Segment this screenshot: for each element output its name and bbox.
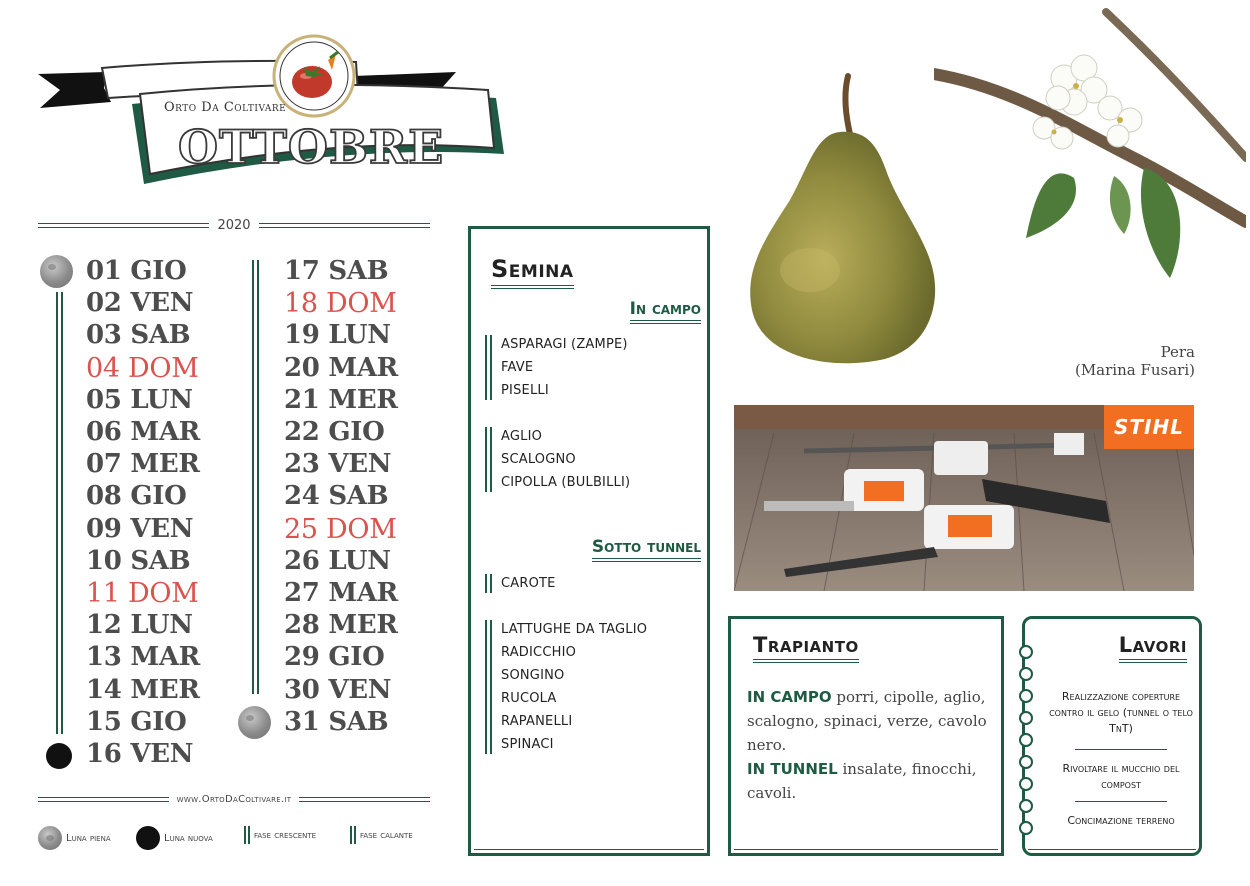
calendar-day: 24 SAB	[284, 481, 389, 512]
calendar-day: 23 VEN	[284, 449, 392, 480]
lavori-item: Concimazione terreno	[1067, 814, 1175, 827]
divider	[299, 797, 430, 802]
year-rule	[38, 218, 430, 233]
calendar-day-sunday: 11 DOM	[86, 578, 199, 609]
crop-group	[485, 425, 630, 494]
ring-icon	[1019, 667, 1033, 681]
new-moon-icon	[136, 826, 160, 850]
sotto-tunnel-heading: Sotto tunnel	[592, 537, 701, 562]
lavori-item: Rivoltare il mucchio del compost	[1062, 762, 1180, 791]
divider	[1075, 749, 1167, 750]
legend-label: fase calante	[360, 829, 413, 841]
ring-icon	[1019, 821, 1033, 835]
ring-icon	[1019, 689, 1033, 703]
legend-label: Luna piena	[66, 832, 111, 844]
calendar-day: 22 GIO	[284, 417, 385, 447]
website-rule	[38, 794, 430, 805]
ring-icon	[1019, 733, 1033, 747]
calendar-day: 03 SAB	[86, 320, 191, 351]
crop-group	[485, 618, 647, 756]
crop-item: RAPANELLI	[501, 714, 573, 729]
legend-waxing	[244, 826, 316, 844]
calendar-day: 16 VEN	[86, 739, 194, 769]
ring-icon	[1019, 777, 1033, 791]
waning-phase-icon	[350, 826, 356, 844]
divider	[259, 223, 430, 228]
calendar-day: 17 SAB	[284, 256, 389, 286]
legend-label: Luna nuova	[164, 832, 213, 844]
in-tunnel-label: IN TUNNEL	[747, 760, 838, 778]
caption-title: Pera	[1160, 343, 1195, 361]
lavori-title: Lavori	[1119, 633, 1187, 663]
trapianto-panel	[728, 616, 1004, 856]
calendar-day: 31 SAB	[284, 706, 389, 737]
legend-new-moon	[136, 826, 213, 850]
crop-item: CIPOLLA (BULBILLI)	[501, 475, 631, 490]
calendar-day: 08 GIO	[86, 481, 187, 512]
website-link[interactable]: www.OrtoDaColtivare.it	[176, 794, 292, 805]
trapianto-title: Trapianto	[753, 633, 859, 663]
ring-icon	[1019, 755, 1033, 769]
crop-item: RADICCHIO	[501, 645, 577, 660]
in-campo-list: porri, cipolle, aglio, scalogno, spinaci, verze, cavolo nero.	[747, 688, 987, 754]
calendar-day-sunday: 18 DOM	[284, 288, 397, 320]
calendar-day: 07 MER	[86, 449, 200, 480]
calendar-day: 09 VEN	[86, 513, 194, 544]
calendar-day: 28 MER	[284, 610, 398, 641]
moon-phase-bar	[252, 260, 259, 694]
phase-bar	[485, 335, 492, 400]
calendar	[38, 216, 430, 856]
stihl-advertisement[interactable]	[734, 405, 1194, 591]
crop-item: AGLIO	[501, 429, 543, 444]
crop-item: SONGINO	[501, 668, 565, 683]
divider	[1075, 801, 1167, 802]
crop-item: SCALOGNO	[501, 452, 576, 467]
crop-item: SPINACI	[501, 737, 554, 752]
calendar-day: 06 MAR	[86, 417, 200, 447]
crop-group	[485, 572, 556, 595]
crop-group	[485, 333, 628, 402]
calendar-day: 01 GIO	[86, 256, 187, 286]
legend-label: fase crescente	[254, 829, 317, 841]
month-title: OTTOBRE	[178, 120, 445, 174]
in-campo-heading: In campo	[630, 299, 701, 324]
crop-item: LATTUGHE DA TAGLIO	[501, 622, 648, 637]
calendar-day: 15 GIO	[86, 706, 187, 737]
calendar-day: 19 LUN	[284, 320, 391, 351]
semina-title: Semina	[491, 255, 574, 289]
legend-waning	[350, 826, 413, 844]
in-tunnel-list: insalate, finocchi, cavoli.	[747, 760, 977, 802]
pear-illustration	[730, 70, 950, 374]
year-label: 2020	[217, 218, 251, 233]
calendar-day: 26 LUN	[284, 545, 391, 576]
calendar-day: 21 MER	[284, 384, 398, 415]
phase-bar	[485, 427, 492, 492]
in-campo-label: IN CAMPO	[747, 688, 832, 706]
calendar-day: 30 VEN	[284, 674, 392, 705]
calendar-day: 10 SAB	[86, 545, 191, 576]
caption-author: (Marina Fusari)	[1074, 361, 1195, 379]
banner-subtitle: Orto Da Coltivare	[164, 100, 287, 115]
illustration-caption	[1030, 343, 1195, 379]
moon-phase-bar	[56, 292, 63, 734]
new-moon-icon	[46, 743, 72, 769]
crop-item: RUCOLA	[501, 691, 557, 706]
calendar-day-sunday: 04 DOM	[86, 352, 199, 384]
calendar-day: 29 GIO	[284, 642, 385, 673]
crop-item: PISELLI	[501, 383, 549, 398]
full-moon-icon	[238, 706, 271, 739]
full-moon-icon	[40, 255, 73, 288]
crop-item: ASPARAGI (ZAMPE)	[501, 337, 628, 352]
moon-legend	[38, 826, 438, 852]
calendar-day: 12 LUN	[86, 610, 193, 641]
calendar-day: 27 MAR	[284, 578, 398, 608]
tomato-vegetables-icon	[286, 50, 342, 106]
header-banner	[36, 32, 516, 192]
waxing-phase-icon	[244, 826, 250, 844]
semina-panel	[468, 226, 710, 856]
phase-bar	[485, 574, 492, 593]
calendar-day: 05 LUN	[86, 384, 193, 415]
crop-item: FAVE	[501, 360, 534, 375]
phase-bar	[485, 620, 492, 754]
calendar-day-sunday: 25 DOM	[284, 513, 397, 545]
divider	[38, 223, 209, 228]
ring-icon	[1019, 799, 1033, 813]
calendar-day: 14 MER	[86, 674, 200, 705]
ring-icon	[1019, 645, 1033, 659]
legend-full-moon	[38, 826, 111, 850]
calendar-day: 13 MAR	[86, 642, 200, 673]
lavori-item: Realizzazione coperture contro il gelo (tunnel o telo TnT)	[1049, 690, 1193, 735]
trapianto-text	[747, 685, 997, 805]
stihl-logo: STIHL	[1104, 405, 1194, 449]
pear-blossom-illustration	[934, 8, 1246, 292]
full-moon-icon	[38, 826, 62, 850]
ring-icon	[1019, 711, 1033, 725]
divider	[38, 797, 169, 802]
calendar-day: 02 VEN	[86, 288, 194, 319]
calendar-day: 20 MAR	[284, 352, 398, 383]
crop-item: CAROTE	[501, 576, 556, 591]
lavori-panel	[1022, 616, 1202, 856]
